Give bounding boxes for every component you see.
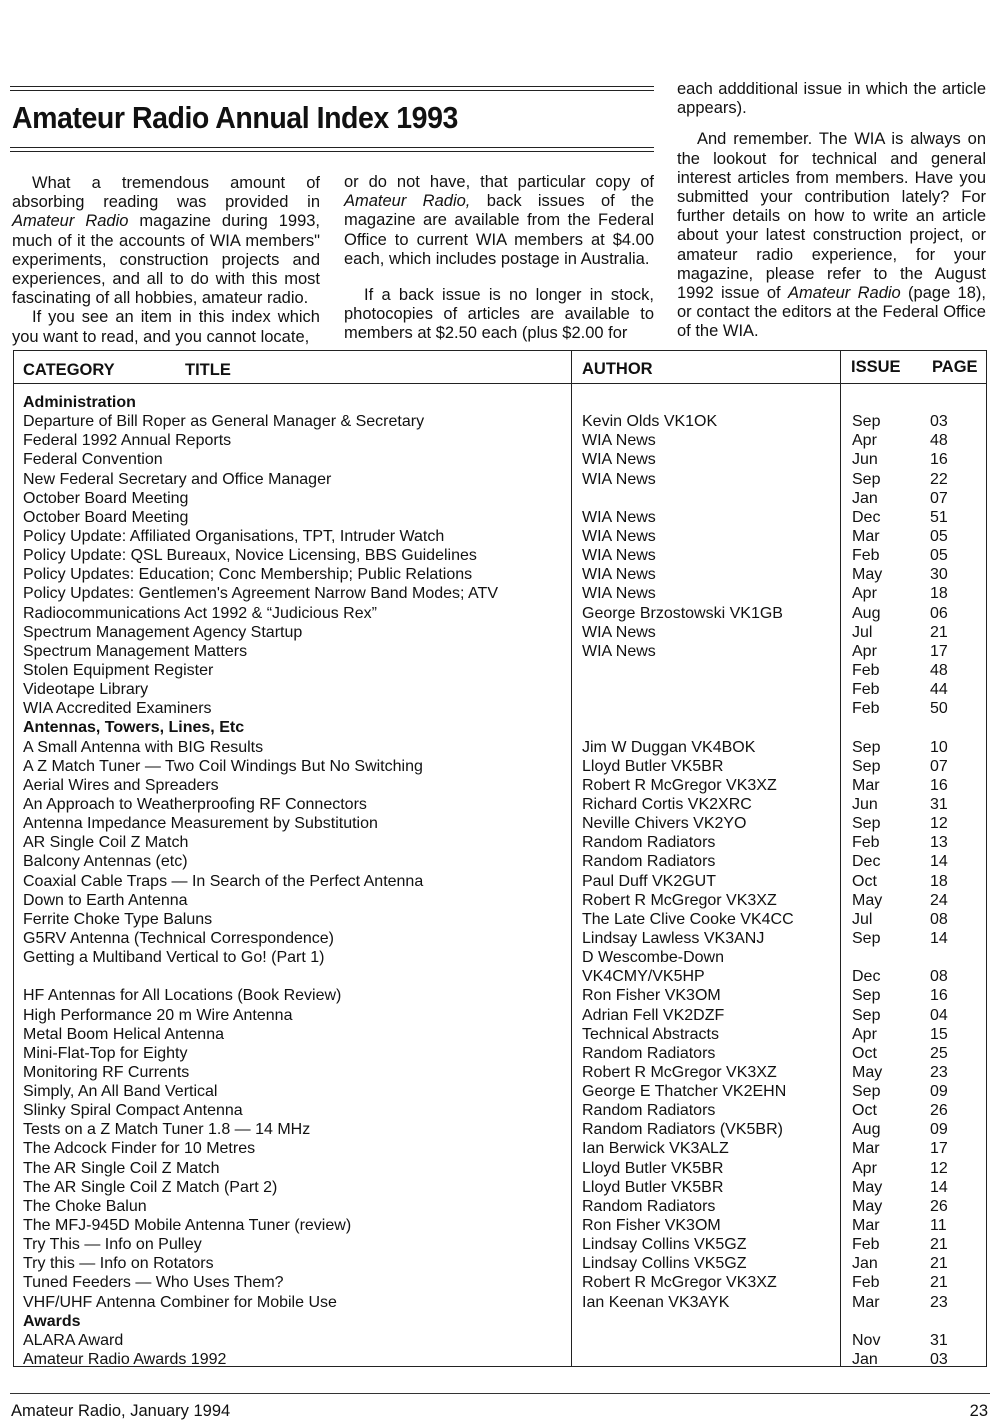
row-author: Robert R McGregor VK3XZ <box>582 1274 777 1292</box>
row-page: 16 <box>930 776 948 794</box>
row-issue: May <box>852 891 883 909</box>
table-row <box>14 431 986 450</box>
table-row <box>14 1159 986 1178</box>
row-author: WIA News <box>582 623 656 641</box>
category-heading-row <box>14 393 986 412</box>
row-title: Policy Update: Affiliated Organisations, TPT, Intruder Watch <box>23 527 445 545</box>
row-page: 44 <box>930 681 948 699</box>
row-issue: Sep <box>852 929 881 947</box>
row-page: 17 <box>930 642 948 660</box>
row-issue: Feb <box>852 661 880 679</box>
table-row <box>14 642 986 661</box>
row-issue: Nov <box>852 1331 881 1349</box>
row-page: 09 <box>930 1083 948 1101</box>
row-page: 15 <box>930 1025 948 1043</box>
row-author: Technical Abstracts <box>582 1025 719 1043</box>
table-row <box>14 1235 986 1254</box>
row-title: Tuned Feeders — Who Uses Them? <box>23 1274 284 1292</box>
row-issue: Apr <box>852 1159 877 1177</box>
index-table <box>13 350 987 1367</box>
table-row <box>14 450 986 469</box>
row-title: An Approach to Weatherproofing RF Connectors <box>23 795 367 813</box>
row-title: G5RV Antenna (Technical Correspondence) <box>23 929 334 947</box>
row-page: 14 <box>930 853 948 871</box>
row-issue: Feb <box>852 1236 880 1254</box>
row-title: The Choke Balun <box>23 1197 147 1215</box>
table-row <box>14 891 986 910</box>
row-author: Paul Duff VK2GUT <box>582 872 716 890</box>
row-title: Stolen Equipment Register <box>23 661 214 679</box>
row-page: 14 <box>930 1178 948 1196</box>
row-title: Mini-Flat-Top for Eighty <box>23 1044 188 1062</box>
row-author: Random Radiators <box>582 834 716 852</box>
table-row <box>14 1197 986 1216</box>
table-row <box>14 527 986 546</box>
row-author: Neville Chivers VK2YO <box>582 815 747 833</box>
table-row <box>14 470 986 489</box>
row-page: 16 <box>930 987 948 1005</box>
row-issue: Feb <box>852 1274 880 1292</box>
table-row <box>14 565 986 584</box>
row-title: Down to Earth Antenna <box>23 891 188 909</box>
row-title: The AR Single Coil Z Match <box>23 1159 220 1177</box>
row-author: Jim W Duggan VK4BOK <box>582 738 756 756</box>
row-title: A Small Antenna with BIG Results <box>23 738 264 756</box>
row-page: 48 <box>930 661 948 679</box>
table-row <box>14 795 986 814</box>
footer-publication: Amateur Radio, January 1994 <box>11 1402 231 1420</box>
row-page: 09 <box>930 1121 948 1139</box>
row-author: WIA News <box>582 527 656 545</box>
row-page: 21 <box>930 1255 948 1273</box>
row-author: Ian Keenan VK3AYK <box>582 1293 730 1311</box>
table-row <box>14 508 986 527</box>
row-author: Random Radiators <box>582 853 716 871</box>
row-author: WIA News <box>582 451 656 469</box>
row-issue: Sep <box>852 1006 881 1024</box>
row-issue: Jan <box>852 1255 878 1273</box>
row-title: Federal Convention <box>23 451 163 469</box>
row-title: October Board Meeting <box>23 508 189 526</box>
row-author: Lindsay Collins VK5GZ <box>582 1255 747 1273</box>
row-title: Balcony Antennas (etc) <box>23 853 188 871</box>
row-page: 23 <box>930 1293 948 1311</box>
row-page: 21 <box>930 1236 948 1254</box>
row-page: 21 <box>930 623 948 641</box>
row-page: 06 <box>930 604 948 622</box>
row-author: WIA News <box>582 547 656 565</box>
row-issue: Feb <box>852 834 880 852</box>
table-row <box>14 872 986 891</box>
row-issue: Dec <box>852 508 881 526</box>
row-issue: Mar <box>852 1217 880 1235</box>
row-title: The MFJ-945D Mobile Antenna Tuner (review) <box>23 1217 352 1235</box>
row-page: 30 <box>930 566 948 584</box>
table-row <box>14 1120 986 1139</box>
row-page: 08 <box>930 968 948 986</box>
row-title: Policy Updates: Education; Conc Membership; Public Relations <box>23 566 473 584</box>
row-issue: Jul <box>852 623 873 641</box>
row-title: HF Antennas for All Locations (Book Review) <box>23 987 342 1005</box>
row-issue: Jan <box>852 1351 878 1369</box>
row-title: Antenna Impedance Measurement by Substitution <box>23 815 378 833</box>
row-page: 22 <box>930 470 948 488</box>
row-page: 31 <box>930 795 948 813</box>
page-number: 23 <box>969 1402 988 1420</box>
article-title: Amateur Radio Annual Index 1993 <box>12 100 458 135</box>
row-title: Try this — Info on Rotators <box>23 1255 214 1273</box>
table-row <box>14 814 986 833</box>
row-title: Policy Update: QSL Bureaux, Novice Licensing, BBS Guidelines <box>23 547 477 565</box>
intro-column-3 <box>677 80 986 342</box>
row-issue: Oct <box>852 872 877 890</box>
row-page: 07 <box>930 489 948 507</box>
row-issue: Apr <box>852 642 877 660</box>
row-page: 24 <box>930 891 948 909</box>
row-issue: Sep <box>852 1083 881 1101</box>
row-author: WIA News <box>582 470 656 488</box>
row-author: Lloyd Butler VK5BR <box>582 1178 724 1196</box>
table-row <box>14 1044 986 1063</box>
row-page: 18 <box>930 872 948 890</box>
row-title: Try This — Info on Pulley <box>23 1236 202 1254</box>
table-row <box>14 1293 986 1312</box>
table-row <box>14 948 986 967</box>
row-page: 23 <box>930 1063 948 1081</box>
intro-paragraph: What a tremendous amount of absorbing reading was provided in Amateur Radio magazine during 1993, much of it the accounts of WIA members" experiments, construction projects and experiences, and all to do with this most fascinating of all hobbies, amateur radio. <box>12 174 321 308</box>
table-row <box>14 1025 986 1044</box>
title-top-rule <box>10 86 654 91</box>
row-issue: Apr <box>852 585 877 603</box>
row-title: Amateur Radio Awards 1992 <box>23 1351 227 1369</box>
row-issue: Mar <box>852 1140 880 1158</box>
row-issue: Feb <box>852 681 880 699</box>
row-issue: May <box>852 1063 883 1081</box>
row-author: Lloyd Butler VK5BR <box>582 1159 724 1177</box>
row-page: 26 <box>930 1197 948 1215</box>
row-title: Getting a Multiband Vertical to Go! (Part 1) <box>23 949 325 967</box>
table-row <box>14 757 986 776</box>
row-title: High Performance 20 m Wire Antenna <box>23 1006 293 1024</box>
table-row <box>14 1331 986 1350</box>
row-author: The Late Clive Cooke VK4CC <box>582 910 794 928</box>
row-issue: May <box>852 1197 883 1215</box>
row-issue: Sep <box>852 470 881 488</box>
row-page: 31 <box>930 1331 948 1349</box>
row-author: Kevin Olds VK1OK <box>582 413 718 431</box>
row-author: Lindsay Lawless VK3ANJ <box>582 929 765 947</box>
intro-paragraph: If a back issue is no longer in stock, photocopies of articles are available to members at $2.50 each (plus $2.00 for <box>344 286 654 343</box>
row-page: 26 <box>930 1102 948 1120</box>
intro-paragraph: each addditional issue in which the article appears). <box>677 80 986 118</box>
row-issue: Oct <box>852 1044 877 1062</box>
row-author: Robert R McGregor VK3XZ <box>582 891 777 909</box>
row-title: A Z Match Tuner — Two Coil Windings But No Switching <box>23 757 423 775</box>
row-page: 10 <box>930 738 948 756</box>
row-title: Policy Updates: Gentlemen's Agreement Narrow Band Modes; ATV <box>23 585 498 603</box>
table-row <box>14 412 986 431</box>
row-page: 18 <box>930 585 948 603</box>
row-author: Random Radiators <box>582 1102 716 1120</box>
row-title: AR Single Coil Z Match <box>23 834 189 852</box>
row-issue: Jun <box>852 451 878 469</box>
table-row <box>14 852 986 871</box>
row-title: Federal 1992 Annual Reports <box>23 432 232 450</box>
row-page: 14 <box>930 929 948 947</box>
intro-column-1 <box>12 174 320 347</box>
table-row <box>14 986 986 1005</box>
row-issue: Dec <box>852 853 881 871</box>
row-title: Spectrum Management Agency Startup <box>23 623 303 641</box>
row-author: Random Radiators <box>582 1044 716 1062</box>
header-title: TITLE <box>185 361 231 379</box>
table-row <box>14 546 986 565</box>
row-issue: Mar <box>852 527 880 545</box>
table-row <box>14 929 986 948</box>
table-row <box>14 1254 986 1273</box>
intro-column-2 <box>344 173 654 344</box>
table-row <box>14 738 986 757</box>
table-row <box>14 1063 986 1082</box>
row-page: 11 <box>930 1217 947 1235</box>
row-author: WIA News <box>582 566 656 584</box>
row-page: 03 <box>930 413 948 431</box>
row-page: 05 <box>930 527 948 545</box>
row-issue: Mar <box>852 776 880 794</box>
row-author: WIA News <box>582 585 656 603</box>
row-page: 13 <box>930 834 948 852</box>
table-row <box>14 604 986 623</box>
row-title: New Federal Secretary and Office Manager <box>23 470 332 488</box>
row-page: 21 <box>930 1274 948 1292</box>
row-issue: Jul <box>852 910 873 928</box>
row-issue: Aug <box>852 604 881 622</box>
row-title: The AR Single Coil Z Match (Part 2) <box>23 1178 278 1196</box>
row-author: Ron Fisher VK3OM <box>582 1217 721 1235</box>
row-issue: Aug <box>852 1121 881 1139</box>
intro-paragraph: And remember. The WIA is always on the lookout for technical and general interest articles from members. Have you submitted your contribution lately? For further details on how to write an article about your latest construction project, or amateur radio experience, for your magazine, please refer to the August 1992 issue of Amateur Radio (page 18), or contact the editors at the Federal Office of the WIA. <box>677 130 986 341</box>
intro-paragraph: If you see an item in this index which you want to read, and you cannot locate, <box>12 308 320 346</box>
table-row <box>14 967 986 986</box>
table-row <box>14 623 986 642</box>
row-title: Ferrite Choke Type Baluns <box>23 910 213 928</box>
row-title: Metal Boom Helical Antenna <box>23 1025 224 1043</box>
row-issue: Sep <box>852 738 881 756</box>
row-title: Departure of Bill Roper as General Manager & Secretary <box>23 413 425 431</box>
row-title: VHF/UHF Antenna Combiner for Mobile Use <box>23 1293 337 1311</box>
row-issue: Feb <box>852 700 880 718</box>
row-title: Slinky Spiral Compact Antenna <box>23 1102 243 1120</box>
row-page: 50 <box>930 700 948 718</box>
table-row <box>14 910 986 929</box>
row-issue: Jan <box>852 489 878 507</box>
table-row <box>14 1082 986 1101</box>
row-title: Simply, An All Band Vertical <box>23 1083 218 1101</box>
row-issue: May <box>852 566 883 584</box>
row-page: 03 <box>930 1351 948 1369</box>
category-heading-row <box>14 718 986 737</box>
row-title: Coaxial Cable Traps — In Search of the Perfect Antenna <box>23 872 424 890</box>
row-title: ALARA Award <box>23 1331 124 1349</box>
row-issue: Sep <box>852 413 881 431</box>
row-author: Random Radiators (VK5BR) <box>582 1121 783 1139</box>
row-issue: Sep <box>852 815 881 833</box>
footer-rule <box>10 1393 990 1394</box>
table-row <box>14 699 986 718</box>
table-row <box>14 661 986 680</box>
row-issue: Apr <box>852 1025 877 1043</box>
table-row <box>14 1101 986 1120</box>
row-issue: Dec <box>852 968 881 986</box>
row-author: Adrian Fell VK2DZF <box>582 1006 725 1024</box>
index-rows <box>14 393 986 1369</box>
table-row <box>14 1178 986 1197</box>
table-row <box>14 489 986 508</box>
header-divider <box>14 383 986 384</box>
row-title: WIA Accredited Examiners <box>23 700 212 718</box>
row-author: Ian Berwick VK3ALZ <box>582 1140 729 1158</box>
category-heading: Antennas, Towers, Lines, Etc <box>23 719 245 737</box>
intro-paragraph: or do not have, that particular copy of Amateur Radio, back issues of the magazine are available from the Federal Office to current WIA members at $4.00 each, which includes postage in Australia. <box>344 173 654 268</box>
table-row <box>14 833 986 852</box>
row-title: The Adcock Finder for 10 Metres <box>23 1140 256 1158</box>
row-page: 12 <box>930 815 948 833</box>
header-author: AUTHOR <box>582 360 653 378</box>
table-row <box>14 584 986 603</box>
row-issue: Oct <box>852 1102 877 1120</box>
row-author: Robert R McGregor VK3XZ <box>582 776 777 794</box>
row-author: VK4CMY/VK5HP <box>582 968 705 986</box>
row-issue: Sep <box>852 757 881 775</box>
row-page: 16 <box>930 451 948 469</box>
table-row <box>14 1139 986 1158</box>
row-page: 48 <box>930 432 948 450</box>
table-row <box>14 776 986 795</box>
row-page: 05 <box>930 547 948 565</box>
row-issue: Sep <box>852 987 881 1005</box>
row-title: Aerial Wires and Spreaders <box>23 776 219 794</box>
header-page: PAGE <box>932 358 978 376</box>
row-page: 04 <box>930 1006 948 1024</box>
row-author: Lindsay Collins VK5GZ <box>582 1236 747 1254</box>
row-author: WIA News <box>582 432 656 450</box>
row-author: D Wescombe-Down <box>582 949 724 967</box>
row-page: 17 <box>930 1140 948 1158</box>
row-issue: Jun <box>852 795 878 813</box>
table-row <box>14 1350 986 1369</box>
row-author: Richard Cortis VK2XRC <box>582 795 752 813</box>
row-author: Random Radiators <box>582 1197 716 1215</box>
title-bottom-rule <box>10 147 654 152</box>
row-author: Lloyd Butler VK5BR <box>582 757 724 775</box>
row-title: Videotape Library <box>23 681 149 699</box>
table-row <box>14 1006 986 1025</box>
header-issue: ISSUE <box>851 358 901 376</box>
row-author: WIA News <box>582 642 656 660</box>
row-page: 07 <box>930 757 948 775</box>
row-title: Radiocommunications Act 1992 & “Judicious Rex” <box>23 604 377 622</box>
row-author: Robert R McGregor VK3XZ <box>582 1063 777 1081</box>
row-page: 08 <box>930 910 948 928</box>
row-page: 12 <box>930 1159 948 1177</box>
row-title: Monitoring RF Currents <box>23 1063 190 1081</box>
row-author: WIA News <box>582 508 656 526</box>
row-page: 25 <box>930 1044 948 1062</box>
row-issue: Apr <box>852 432 877 450</box>
row-author: Ron Fisher VK3OM <box>582 987 721 1005</box>
row-issue: Mar <box>852 1293 880 1311</box>
row-title: October Board Meeting <box>23 489 189 507</box>
category-heading-row <box>14 1312 986 1331</box>
table-row <box>14 1273 986 1292</box>
header-category: CATEGORY <box>23 361 115 379</box>
row-page: 51 <box>930 508 948 526</box>
category-heading: Awards <box>23 1312 81 1330</box>
table-row <box>14 680 986 699</box>
table-row <box>14 1216 986 1235</box>
row-title: Spectrum Management Matters <box>23 642 248 660</box>
row-author: George Brzostowski VK1GB <box>582 604 783 622</box>
row-author: George E Thatcher VK2EHN <box>582 1083 787 1101</box>
row-issue: Feb <box>852 547 880 565</box>
row-title: Tests on a Z Match Tuner 1.8 — 14 MHz <box>23 1121 311 1139</box>
row-issue: May <box>852 1178 883 1196</box>
category-heading: Administration <box>23 394 136 411</box>
